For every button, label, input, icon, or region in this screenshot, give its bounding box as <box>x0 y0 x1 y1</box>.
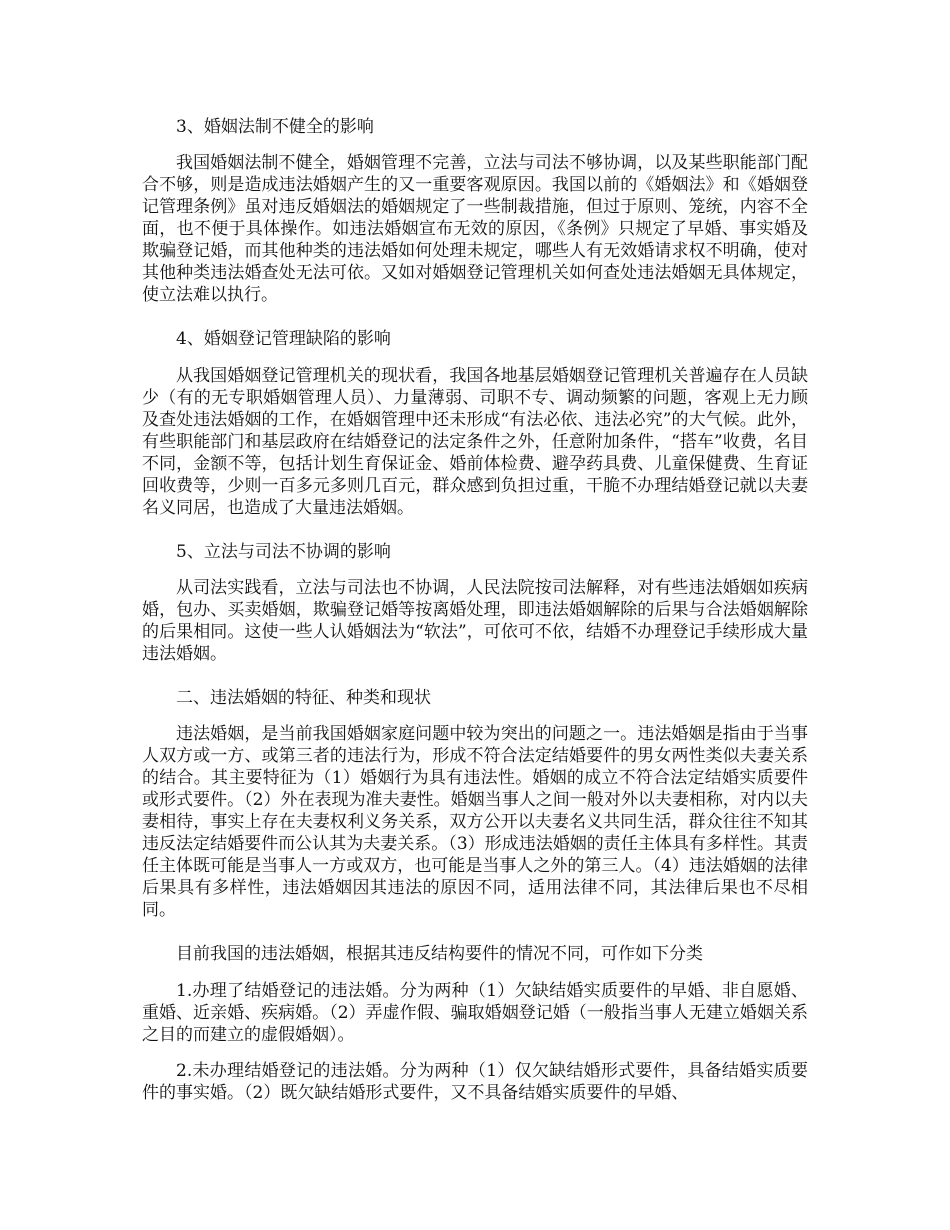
paragraph-legal-system: 我国婚姻法制不健全，婚姻管理不完善，立法与司法不够协调，以及某些职能部门配合不够，则是造成违法婚姻产生的又一重要客观原因。我国以前的《婚姻法》和《婚姻登记管理条例》虽对违反婚姻法的婚姻规定了一些制裁措施，但过于原则、笼统，内容不全面，也不便于具体操作。如违法婚姻宣布无效的原因，《条例》只规定了早婚、事实婚及欺骗登记婚，而其他种类的违法婚如何处理未规定，哪些人有无效婚请求权不明确，使对其他种类违法婚查处无法可依。又如对婚姻登记管理机关如何查处违法婚姻无具体规定，使立法难以执行。 <box>142 153 808 305</box>
paragraph-unregistered-illegal-marriage: 2.未办理结婚登记的违法婚。分为两种（1）仅欠缺结婚形式要件，具备结婚实质要件的事实婚。（2）既欠缺结婚形式要件，又不具备结婚实质要件的早婚、 <box>142 1061 808 1103</box>
paragraph-illegal-marriage-features: 违法婚姻，是当前我国婚姻家庭问题中较为突出的问题之一。违法婚姻是指由于当事人双方或一方、或第三者的违法行为，形成不符合法定结婚要件的男女两性类似夫妻关系的结合。其主要特征为（1）婚姻行为具有违法性。婚姻的成立不符合法定结婚实质要件或形式要件。（2）外在表现为准夫妻性。婚姻当事人之间一般对外以夫妻相称，对内以夫妻相待，事实上存在夫妻权利义务关系，双方公开以夫妻名义共同生活，群众往往不知其违反法定结婚要件而公认其为夫妻关系。（3）形成违法婚姻的责任主体具有多样性。其责任主体既可能是当事人一方或双方，也可能是当事人之外的第三人。（4）违法婚姻的法律后果具有多样性，违法婚姻因其违法的原因不同，适用法律不同，其法律后果也不尽相同。 <box>142 724 808 920</box>
section-heading-4: 4、婚姻登记管理缺陷的影响 <box>176 329 391 349</box>
paragraph-legislation-judiciary: 从司法实践看，立法与司法也不协调，人民法院按司法解释，对有些违法婚姻如疾病婚，包办、买卖婚姻，欺骗登记婚等按离婚处理，即违法婚姻解除的后果与合法婚姻解除的后果相同。这使一些人认婚姻法为“软法”，可依可不依，结婚不办理登记手续形成大量违法婚姻。 <box>142 578 808 664</box>
paragraph-registration-management: 从我国婚姻登记管理机关的现状看，我国各地基层婚姻登记管理机关普遍存在人员缺少（有的无专职婚姻管理人员）、力量薄弱、司职不专、调动频繁的问题，客观上无力顾及查处违法婚姻的工作，在婚姻管理中还未形成“有法必依、违法必究”的大气候。此外，有些职能部门和基层政府在结婚登记的法定条件之外，任意附加条件，“搭车”收费，名目不同，金额不等，包括计划生育保证金、婚前体检费、避孕药具费、儿童保健费、生育证回收费等，少则一百多元多则几百元，群众感到负担过重，干脆不办理结婚登记就以夫妻名义同居，也造成了大量违法婚姻。 <box>142 366 808 518</box>
classification-intro: 目前我国的违法婚姻，根据其违反结构要件的情况不同，可作如下分类 <box>176 944 703 964</box>
section-heading-2: 二、违法婚姻的特征、种类和现状 <box>176 688 431 708</box>
paragraph-registered-illegal-marriage: 1.办理了结婚登记的违法婚。分为两种（1）欠缺结婚实质要件的早婚、非自愿婚、重婚、近亲婚、疾病婚。（2）弄虚作假、骗取婚姻登记婚（一般指当事人无建立婚姻关系之目的而建立的虚假婚姻）。 <box>142 981 808 1045</box>
section-heading-3: 3、婚姻法制不健全的影响 <box>176 117 374 137</box>
section-heading-5: 5、立法与司法不协调的影响 <box>176 542 391 562</box>
